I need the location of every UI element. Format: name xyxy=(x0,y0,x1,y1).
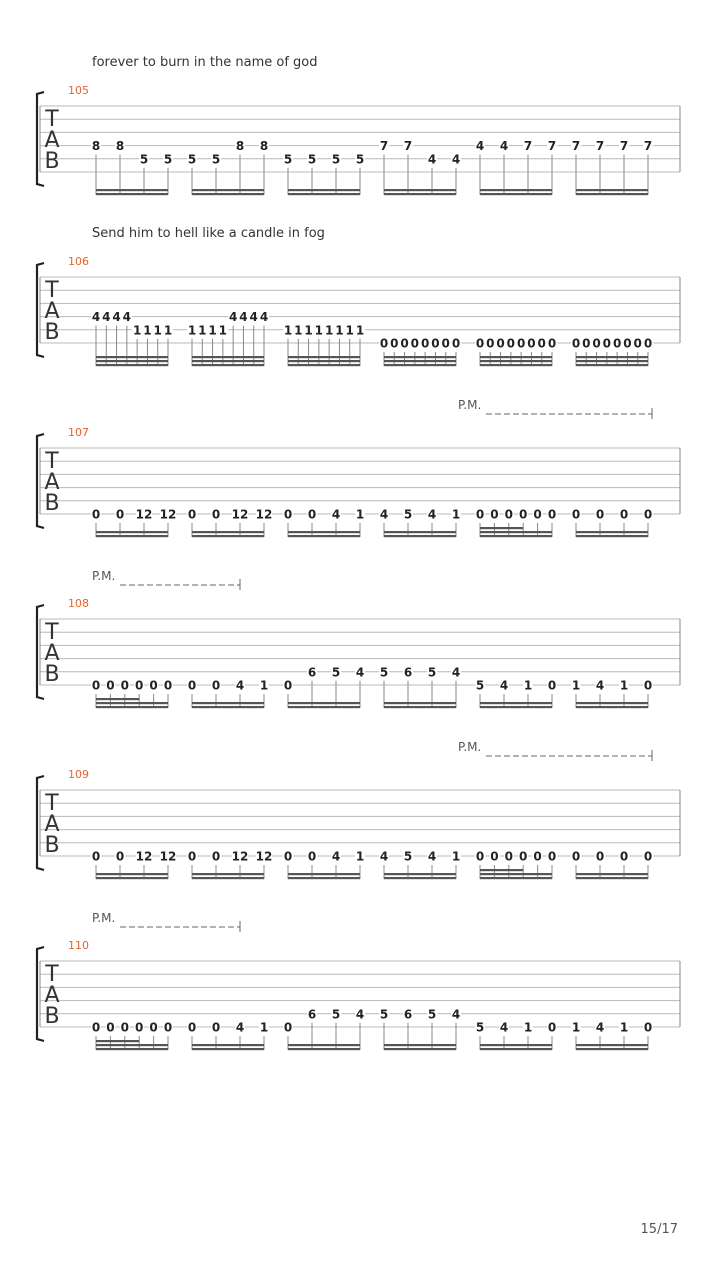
note-beam xyxy=(480,873,552,875)
measure-number: 109 xyxy=(68,768,89,781)
lyric-line: Send him to hell like a candle in fog xyxy=(92,226,325,241)
fret-number: 0 xyxy=(519,849,528,864)
note-beam xyxy=(480,877,552,879)
fret-number: 4 xyxy=(235,678,245,693)
fret-number: 6 xyxy=(307,665,317,680)
fret-number: 0 xyxy=(504,849,513,864)
note-beam xyxy=(480,706,552,708)
fret-number: 1 xyxy=(451,849,461,864)
fret-number: 0 xyxy=(582,336,591,351)
note-beam xyxy=(384,877,456,879)
note-beam xyxy=(576,1044,648,1046)
fret-number: 7 xyxy=(547,139,557,154)
fret-number: 0 xyxy=(633,336,642,351)
tab-clef-letter: B xyxy=(44,320,60,345)
fret-number: 1 xyxy=(218,323,228,338)
note-beam xyxy=(384,189,456,191)
fret-number: 0 xyxy=(519,507,528,522)
fret-number: 1 xyxy=(198,323,207,338)
fret-number: 1 xyxy=(294,323,303,338)
note-beam xyxy=(480,356,552,358)
fret-number: 0 xyxy=(533,849,542,864)
fret-number: 6 xyxy=(403,665,413,680)
fret-number: 0 xyxy=(187,678,197,693)
fret-number: 0 xyxy=(496,336,505,351)
fret-number: 7 xyxy=(523,139,533,154)
tab-clef-letter: B xyxy=(44,149,60,174)
fret-number: 0 xyxy=(211,1020,221,1035)
fret-number: 1 xyxy=(355,507,365,522)
tab-clef-letter: B xyxy=(44,833,60,858)
note-beam xyxy=(576,364,648,366)
fret-number: 0 xyxy=(592,336,601,351)
note-beam-extra xyxy=(480,527,523,529)
note-beam-extra xyxy=(96,1040,139,1042)
tab-clef-letter: B xyxy=(44,662,60,687)
fret-number: 1 xyxy=(208,323,217,338)
note-beam xyxy=(576,356,648,358)
tab-system-105 xyxy=(37,84,680,195)
note-beam xyxy=(192,531,264,533)
note-beam xyxy=(96,877,168,879)
fret-number: 12 xyxy=(135,849,153,864)
tab-system-108 xyxy=(37,579,680,708)
note-beam xyxy=(192,193,264,195)
fret-number: 4 xyxy=(427,849,437,864)
fret-number: 7 xyxy=(403,139,413,154)
fret-number: 12 xyxy=(135,507,153,522)
note-beam xyxy=(480,193,552,195)
fret-number: 0 xyxy=(307,507,317,522)
note-beam xyxy=(480,360,552,362)
fret-number: 4 xyxy=(499,1020,509,1035)
fret-number: 0 xyxy=(602,336,612,351)
fret-number: 4 xyxy=(331,507,341,522)
note-beam xyxy=(576,873,648,875)
fret-number: 1 xyxy=(187,323,197,338)
fret-number: 0 xyxy=(506,336,516,351)
note-beam xyxy=(96,360,168,362)
measure-number: 107 xyxy=(68,426,89,439)
fret-number: 5 xyxy=(427,665,437,680)
note-beam xyxy=(576,877,648,879)
note-beam xyxy=(288,873,360,875)
fret-number: 0 xyxy=(211,678,221,693)
note-beam xyxy=(288,193,360,195)
fret-number: 12 xyxy=(159,849,177,864)
fret-number: 12 xyxy=(255,507,273,522)
fret-number: 4 xyxy=(427,507,437,522)
fret-number: 1 xyxy=(571,678,581,693)
fret-number: 4 xyxy=(102,310,111,325)
note-beam xyxy=(480,1048,552,1050)
fret-number: 0 xyxy=(431,336,440,351)
note-beam xyxy=(96,356,168,358)
note-beam xyxy=(96,364,168,366)
fret-number: 5 xyxy=(163,152,173,167)
fret-number: 0 xyxy=(307,849,317,864)
fret-number: 0 xyxy=(451,336,461,351)
fret-number: 4 xyxy=(595,1020,605,1035)
fret-number: 4 xyxy=(475,139,485,154)
lyric-line: forever to burn in the name of god xyxy=(92,55,318,70)
fret-number: 0 xyxy=(400,336,409,351)
fret-number: 1 xyxy=(314,323,324,338)
fret-number: 1 xyxy=(335,323,344,338)
measure-number: 108 xyxy=(68,597,89,610)
fret-number: 0 xyxy=(283,1020,293,1035)
fret-number: 0 xyxy=(643,336,653,351)
fret-number: 4 xyxy=(451,1007,461,1022)
fret-number: 1 xyxy=(259,1020,269,1035)
fret-number: 0 xyxy=(643,678,653,693)
tab-clef-letter: T xyxy=(45,791,59,816)
fret-number: 5 xyxy=(139,152,149,167)
fret-number: 0 xyxy=(120,1020,129,1035)
tab-clef-letter: A xyxy=(44,299,60,324)
tab-clef-letter: B xyxy=(44,491,60,516)
note-beam xyxy=(384,1044,456,1046)
note-beam xyxy=(384,364,456,366)
note-beam xyxy=(96,702,168,704)
fret-number: 0 xyxy=(135,678,144,693)
fret-number: 0 xyxy=(486,336,495,351)
fret-number: 4 xyxy=(91,310,101,325)
fret-number: 0 xyxy=(547,336,557,351)
fret-number: 0 xyxy=(211,507,221,522)
fret-number: 7 xyxy=(595,139,605,154)
fret-number: 8 xyxy=(91,139,101,154)
note-beam xyxy=(576,193,648,195)
fret-number: 1 xyxy=(324,323,334,338)
fret-number: 5 xyxy=(379,1007,389,1022)
note-beam xyxy=(576,531,648,533)
fret-number: 4 xyxy=(379,849,389,864)
fret-number: 1 xyxy=(153,323,162,338)
fret-number: 0 xyxy=(643,1020,653,1035)
note-beam xyxy=(480,535,552,537)
fret-number: 0 xyxy=(490,507,499,522)
tab-clef-letter: B xyxy=(44,1004,60,1029)
fret-number: 12 xyxy=(231,507,249,522)
fret-number: 5 xyxy=(403,849,413,864)
fret-number: 4 xyxy=(355,665,365,680)
fret-number: 0 xyxy=(106,1020,115,1035)
note-beam-extra xyxy=(96,698,139,700)
fret-number: 7 xyxy=(643,139,653,154)
note-beam xyxy=(288,531,360,533)
note-beam xyxy=(384,360,456,362)
fret-number: 5 xyxy=(211,152,221,167)
tab-system-107 xyxy=(37,408,680,537)
fret-number: 4 xyxy=(451,665,461,680)
fret-number: 0 xyxy=(623,336,632,351)
tab-clef-letter: T xyxy=(45,278,59,303)
fret-number: 0 xyxy=(211,849,221,864)
fret-number: 12 xyxy=(159,507,177,522)
fret-number: 1 xyxy=(355,849,365,864)
note-beam xyxy=(192,356,264,358)
note-beam xyxy=(192,1048,264,1050)
fret-number: 0 xyxy=(547,1020,557,1035)
note-beam xyxy=(576,360,648,362)
measure-number: 105 xyxy=(68,84,89,97)
fret-number: 0 xyxy=(135,1020,144,1035)
fret-number: 4 xyxy=(259,310,269,325)
fret-number: 4 xyxy=(112,310,121,325)
note-beam xyxy=(96,531,168,533)
tab-clef-letter: T xyxy=(45,449,59,474)
fret-number: 0 xyxy=(187,849,197,864)
fret-number: 0 xyxy=(115,507,125,522)
note-beam xyxy=(288,1044,360,1046)
tab-clef-letter: A xyxy=(44,641,60,666)
fret-number: 1 xyxy=(523,1020,533,1035)
note-beam xyxy=(384,531,456,533)
fret-number: 4 xyxy=(355,1007,365,1022)
note-beam-extra xyxy=(480,869,523,871)
note-beam xyxy=(288,1048,360,1050)
fret-number: 1 xyxy=(132,323,142,338)
fret-number: 0 xyxy=(475,849,485,864)
fret-number: 4 xyxy=(427,152,437,167)
fret-number: 4 xyxy=(451,152,461,167)
note-beam xyxy=(288,189,360,191)
fret-number: 5 xyxy=(355,152,365,167)
palm-mute-label: P.M. xyxy=(458,740,482,754)
fret-number: 1 xyxy=(163,323,173,338)
fret-number: 4 xyxy=(239,310,248,325)
fret-number: 1 xyxy=(304,323,313,338)
note-beam xyxy=(576,1048,648,1050)
tab-clef-letter: A xyxy=(44,983,60,1008)
note-beam xyxy=(192,189,264,191)
note-beam xyxy=(480,702,552,704)
fret-number: 0 xyxy=(533,507,542,522)
palm-mute-label: P.M. xyxy=(458,398,482,412)
fret-number: 0 xyxy=(527,336,536,351)
fret-number: 8 xyxy=(259,139,269,154)
fret-number: 8 xyxy=(115,139,125,154)
fret-number: 0 xyxy=(106,678,115,693)
note-beam xyxy=(288,702,360,704)
note-beam xyxy=(288,364,360,366)
fret-number: 0 xyxy=(120,678,129,693)
note-beam xyxy=(288,356,360,358)
fret-number: 0 xyxy=(571,336,581,351)
fret-number: 4 xyxy=(249,310,258,325)
fret-number: 0 xyxy=(441,336,450,351)
note-beam xyxy=(96,193,168,195)
tab-clef-letter: A xyxy=(44,812,60,837)
fret-number: 0 xyxy=(163,678,173,693)
note-beam xyxy=(192,1044,264,1046)
fret-number: 7 xyxy=(571,139,581,154)
fret-number: 12 xyxy=(231,849,249,864)
fret-number: 0 xyxy=(149,1020,158,1035)
note-beam xyxy=(576,706,648,708)
fret-number: 5 xyxy=(427,1007,437,1022)
fret-number: 0 xyxy=(91,849,101,864)
fret-number: 4 xyxy=(499,678,509,693)
fret-number: 4 xyxy=(122,310,132,325)
fret-number: 4 xyxy=(379,507,389,522)
fret-number: 1 xyxy=(451,507,461,522)
note-beam xyxy=(384,193,456,195)
note-beam xyxy=(480,364,552,366)
fret-number: 1 xyxy=(143,323,152,338)
fret-number: 6 xyxy=(403,1007,413,1022)
note-beam xyxy=(192,877,264,879)
fret-number: 12 xyxy=(255,849,273,864)
palm-mute-label: P.M. xyxy=(92,569,116,583)
fret-number: 7 xyxy=(379,139,389,154)
fret-number: 5 xyxy=(331,152,341,167)
fret-number: 0 xyxy=(420,336,430,351)
fret-number: 1 xyxy=(355,323,365,338)
note-beam xyxy=(576,702,648,704)
fret-number: 0 xyxy=(643,849,653,864)
fret-number: 0 xyxy=(475,336,485,351)
fret-number: 0 xyxy=(283,507,293,522)
tab-system-110 xyxy=(37,921,680,1050)
note-beam xyxy=(384,356,456,358)
fret-number: 1 xyxy=(571,1020,581,1035)
note-beam xyxy=(192,360,264,362)
tab-clef-letter: T xyxy=(45,620,59,645)
fret-number: 0 xyxy=(187,507,197,522)
fret-number: 5 xyxy=(187,152,197,167)
note-beam xyxy=(288,706,360,708)
note-beam xyxy=(384,702,456,704)
fret-number: 0 xyxy=(475,507,485,522)
note-beam xyxy=(192,702,264,704)
fret-number: 0 xyxy=(619,849,629,864)
fret-number: 0 xyxy=(490,849,499,864)
fret-number: 1 xyxy=(619,678,629,693)
note-beam xyxy=(576,189,648,191)
fret-number: 0 xyxy=(91,1020,101,1035)
page-number: 15/17 xyxy=(640,1222,678,1237)
fret-number: 0 xyxy=(115,849,125,864)
note-beam xyxy=(480,189,552,191)
fret-number: 7 xyxy=(619,139,629,154)
note-beam xyxy=(384,535,456,537)
fret-number: 0 xyxy=(283,849,293,864)
fret-number: 0 xyxy=(547,849,557,864)
fret-number: 5 xyxy=(475,678,485,693)
palm-mute-label: P.M. xyxy=(92,911,116,925)
fret-number: 1 xyxy=(619,1020,629,1035)
fret-number: 0 xyxy=(595,849,605,864)
note-beam xyxy=(96,1044,168,1046)
fret-number: 1 xyxy=(283,323,293,338)
fret-number: 0 xyxy=(390,336,399,351)
fret-number: 0 xyxy=(149,678,158,693)
fret-number: 5 xyxy=(475,1020,485,1035)
fret-number: 4 xyxy=(331,849,341,864)
fret-number: 6 xyxy=(307,1007,317,1022)
note-beam xyxy=(576,535,648,537)
note-beam xyxy=(288,877,360,879)
fret-number: 0 xyxy=(547,678,557,693)
note-beam xyxy=(192,364,264,366)
fret-number: 0 xyxy=(571,507,581,522)
fret-number: 0 xyxy=(504,507,513,522)
tab-clef-letter: T xyxy=(45,107,59,132)
fret-number: 4 xyxy=(595,678,605,693)
tab-clef-letter: T xyxy=(45,962,59,987)
fret-number: 0 xyxy=(537,336,546,351)
fret-number: 5 xyxy=(283,152,293,167)
fret-number: 0 xyxy=(547,507,557,522)
note-beam xyxy=(192,706,264,708)
fret-number: 0 xyxy=(612,336,622,351)
note-beam xyxy=(288,535,360,537)
fret-number: 4 xyxy=(228,310,238,325)
note-beam xyxy=(384,1048,456,1050)
note-beam xyxy=(384,706,456,708)
fret-number: 8 xyxy=(235,139,245,154)
measure-number: 106 xyxy=(68,255,89,268)
fret-number: 0 xyxy=(283,678,293,693)
fret-number: 0 xyxy=(187,1020,197,1035)
fret-number: 5 xyxy=(403,507,413,522)
note-beam xyxy=(192,535,264,537)
note-beam xyxy=(96,1048,168,1050)
fret-number: 0 xyxy=(595,507,605,522)
fret-number: 1 xyxy=(345,323,354,338)
fret-number: 0 xyxy=(91,507,101,522)
fret-number: 0 xyxy=(379,336,389,351)
note-beam xyxy=(96,873,168,875)
note-beam xyxy=(192,873,264,875)
tab-clef-letter: A xyxy=(44,128,60,153)
fret-number: 0 xyxy=(410,336,420,351)
fret-number: 0 xyxy=(571,849,581,864)
note-beam xyxy=(288,360,360,362)
fret-number: 0 xyxy=(619,507,629,522)
fret-number: 1 xyxy=(259,678,269,693)
fret-number: 0 xyxy=(516,336,526,351)
fret-number: 0 xyxy=(643,507,653,522)
fret-number: 0 xyxy=(91,678,101,693)
fret-number: 4 xyxy=(235,1020,245,1035)
fret-number: 5 xyxy=(331,665,341,680)
fret-number: 0 xyxy=(163,1020,173,1035)
note-beam xyxy=(96,535,168,537)
tab-system-106 xyxy=(37,255,680,366)
fret-number: 5 xyxy=(307,152,317,167)
fret-number: 5 xyxy=(331,1007,341,1022)
note-beam xyxy=(96,706,168,708)
note-beam xyxy=(96,189,168,191)
note-beam xyxy=(384,873,456,875)
tab-clef-letter: A xyxy=(44,470,60,495)
fret-number: 1 xyxy=(523,678,533,693)
note-beam xyxy=(480,1044,552,1046)
tab-system-109 xyxy=(37,750,680,879)
note-beam xyxy=(480,531,552,533)
fret-number: 5 xyxy=(379,665,389,680)
fret-number: 4 xyxy=(499,139,509,154)
measure-number: 110 xyxy=(68,939,89,952)
